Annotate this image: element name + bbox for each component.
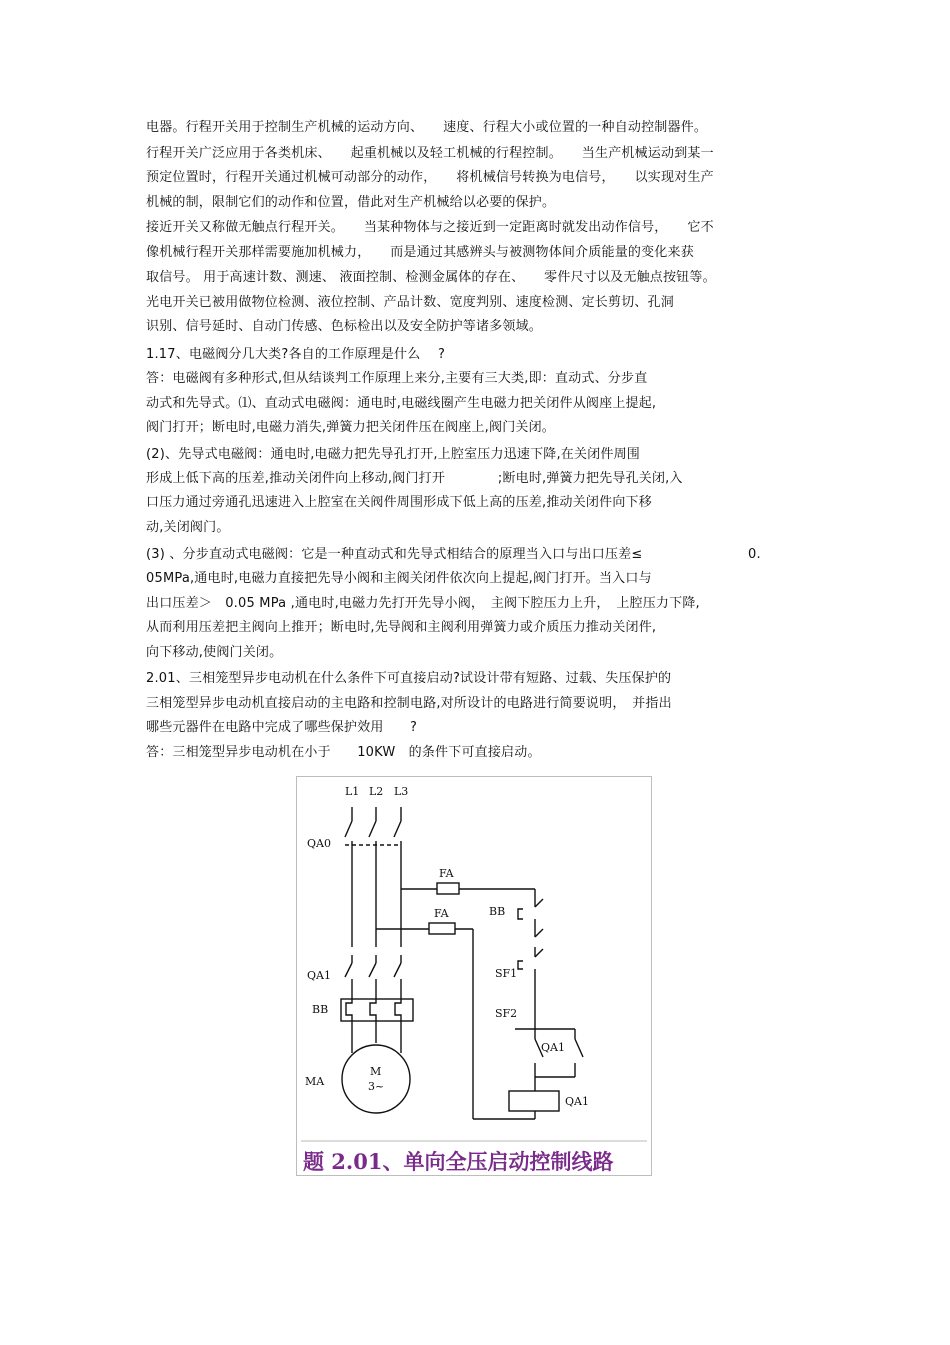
paragraph-line: (3) 、分步直动式电磁阀：它是一种直动式和先导式相结合的原理当入口与出口压差≤ 0. (146, 547, 761, 562)
paragraph-line: 电器。行程开关用于控制生产机械的运动方向、 速度、行程大小或位置的一种自动控制器件。 (146, 120, 708, 135)
label-ma: MA (305, 1075, 325, 1088)
paragraph-line: 预定位置时，行程开关通过机械可动部分的动作， 将机械信号转换为电信号， 以实现对生产 (146, 170, 714, 185)
label-fa-bottom: FA (434, 907, 449, 920)
label-sf1: SF1 (495, 967, 518, 980)
circuit-diagram-figure (296, 776, 652, 1176)
label-qa0: QA0 (307, 837, 331, 850)
paragraph-line: 阀门打开；断电时,电磁力消失,弹簧力把关闭件压在阀座上,阀门关闭。 (146, 420, 555, 435)
paragraph-line: 哪些元器件在电路中完成了哪些保护效用 ? (146, 720, 418, 735)
paragraph-line: 行程开关广泛应用于各类机床、 起重机械以及轻工机械的行程控制。 当生产机械运动到某一 (146, 146, 714, 161)
label-l3: L3 (394, 785, 409, 798)
paragraph-line: 取信号。 用于高速计数、测速、 液面控制、检测金属体的存在、 零件尺寸以及无触点按钮等。 (146, 270, 716, 285)
paragraph-line: 形成上低下高的压差,推动关闭件向上移动,阀门打开 ;断电时,弹簧力把先导孔关闭,入 (146, 471, 683, 486)
answer-line: 答：三相笼型异步电动机在小于 10KW 的条件下可直接启动。 (146, 745, 541, 760)
paragraph-line: 接近开关又称做无触点行程开关。 当某种物体与之接近到一定距离时就发出动作信号， 它不 (146, 220, 714, 235)
label-bb-main: BB (312, 1003, 329, 1016)
paragraph-line: 口压力通过旁通孔迅速进入上腔室在关阀件周围形成下低上高的压差,推动关闭件向下移 (146, 495, 652, 510)
question-heading: 1.17、电磁阀分几大类?各自的工作原理是什么 ? (146, 347, 446, 362)
paragraph-line: 向下移动,使阀门关闭。 (146, 645, 283, 660)
label-l1: L1 (345, 785, 360, 798)
paragraph-line: 从而利用压差把主阀向上推开；断电时,先导阀和主阀利用弹簧力或介质压力推动关闭件, (146, 620, 657, 635)
paragraph-line: 光电开关已被用做物位检测、液位控制、产品计数、宽度判别、速度检测、定长剪切、孔洞 (146, 295, 675, 310)
label-qa1-main: QA1 (307, 969, 331, 982)
paragraph-line: 识别、信号延时、自动门传感、色标检出以及安全防护等诸多领域。 (146, 319, 543, 334)
paragraph-line: 出口压差＞ 0.05 MPa ,通电时,电磁力先打开先导小阀， 主阀下腔压力上升， 上腔压力下降, (146, 596, 700, 611)
label-motor-m: M (370, 1065, 382, 1078)
paragraph-line: 答：电磁阀有多种形式,但从结谈判工作原理上来分,主要有三大类,即：直动式、分步直 (146, 371, 648, 386)
label-fa-top: FA (439, 867, 454, 880)
paragraph-line: (2)、先导式电磁阀：通电时,电磁力把先导孔打开,上腔室压力迅速下降,在关闭件周围 (146, 447, 641, 462)
circuit-diagram (297, 777, 651, 1175)
paragraph-line: 机械的制，限制它们的动作和位置，借此对生产机械给以必要的保护。 (146, 195, 556, 210)
paragraph-line: 动,关闭阀门。 (146, 520, 230, 535)
paragraph-line: 像机械行程开关那样需要施加机械力， 而是通过其感辨头与被测物体间介质能量的变化来获 (146, 245, 694, 260)
label-bb-control: BB (489, 905, 506, 918)
figure-caption: 题 2.01、单向全压启动控制线路 (303, 1149, 614, 1174)
paragraph-line: 动式和先导式。⑴、直动式电磁阀：通电时,电磁线圈产生电磁力把关闭件从阀座上提起, (146, 396, 657, 411)
label-sf2: SF2 (495, 1007, 518, 1020)
paragraph-line: 05MPa,通电时,电磁力直接把先导小阀和主阀关闭件依次向上提起,阀门打开。当入口与 (146, 571, 652, 586)
question-heading: 2.01、三相笼型异步电动机在什么条件下可直接启动?试设计带有短路、过载、失压保护的 (146, 671, 672, 686)
label-qa1-aux: QA1 (541, 1041, 565, 1054)
paragraph-line: 三相笼型异步电动机直接启动的主电路和控制电路,对所设计的电路进行简要说明， 并指出 (146, 696, 672, 711)
label-motor-phase: 3~ (368, 1080, 385, 1093)
label-l2: L2 (369, 785, 384, 798)
label-qa1-coil: QA1 (565, 1095, 589, 1108)
